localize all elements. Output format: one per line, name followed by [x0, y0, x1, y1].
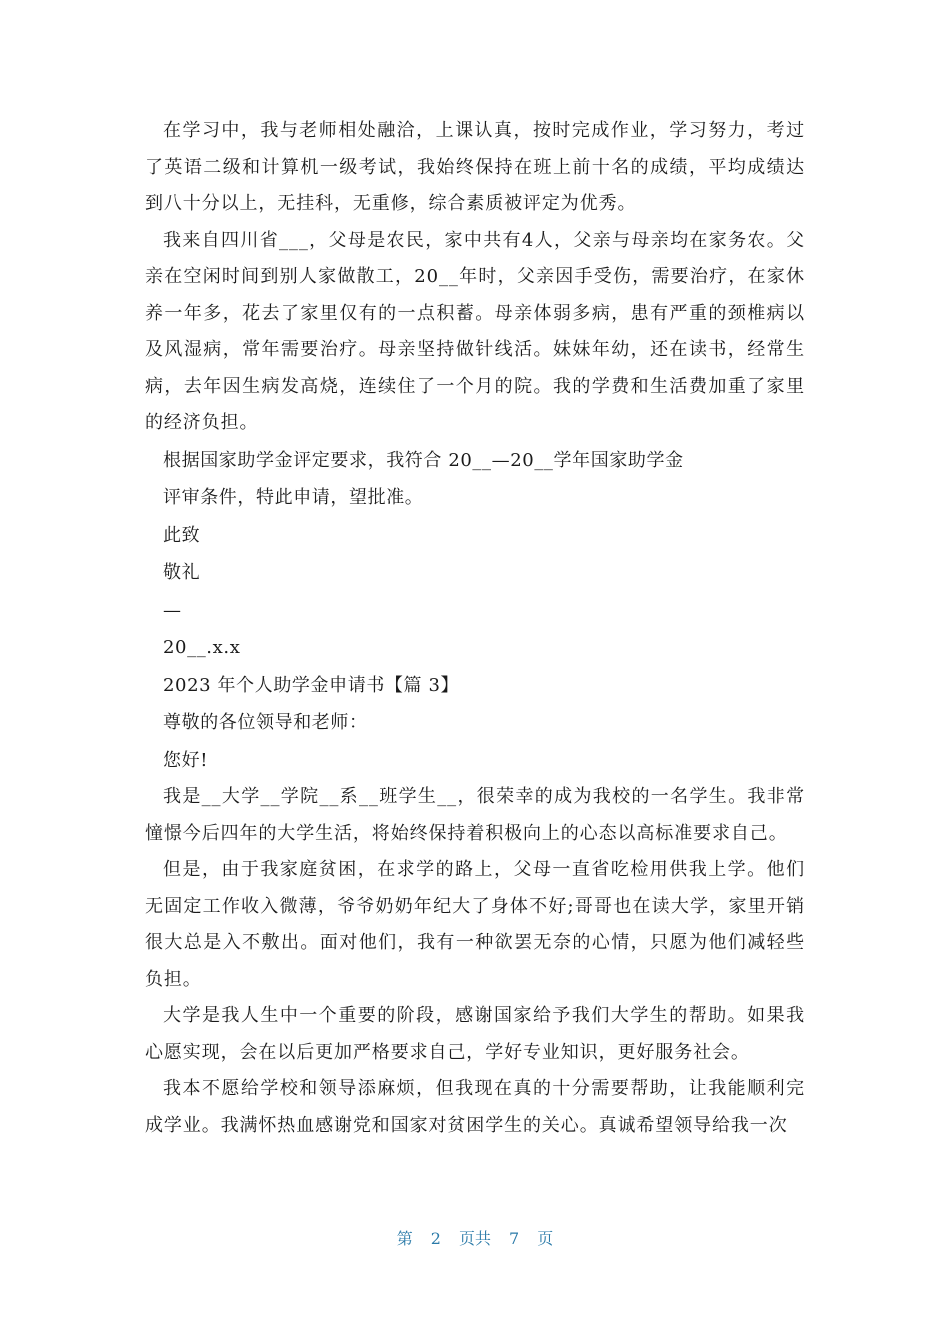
- line-hello: 您好!: [163, 749, 209, 771]
- line-greeting: 尊敬的各位领导和老师：: [163, 712, 368, 733]
- paragraph-hardship: 但是，由于我家庭贫困，在求学的路上，父母一直省吃检用供我上学。他们无固定工作收入微薄，爷爷奶奶年纪大了身体不好;哥哥也在读大学，家里开销很大总是入不敷出。面对他们，我有一种欲罢无奈的心情，只愿为他们减轻些负担。: [145, 859, 805, 990]
- footer-total-pages: 7: [509, 1229, 520, 1248]
- line-date: 20__.x.x: [163, 637, 241, 658]
- paragraph-gratitude: 大学是我人生中一个重要的阶段，感谢国家给予我们大学生的帮助。如果我心愿实现，会在以后更加严格要求自己，学好专业知识，更好服务社会。: [145, 1005, 805, 1063]
- footer-label-of: 页共: [458, 1229, 491, 1248]
- footer-label-end: 页: [537, 1229, 554, 1248]
- paragraph-request: 我本不愿给学校和领导添麻烦，但我现在真的十分需要帮助，让我能顺利完成学业。我满怀热血感谢党和国家对贫困学生的关心。真诚希望领导给我一次: [145, 1078, 805, 1136]
- line-request: 评审条件，特此申请，望批准。: [163, 487, 424, 508]
- page-footer: [0, 1226, 950, 1249]
- line-eligibility: 根据国家助学金评定要求，我符合 20__—20__学年国家助学金: [163, 449, 684, 471]
- line-regards: 敬礼: [163, 562, 201, 583]
- section-title: 2023 年个人助学金申请书【篇 3】: [163, 674, 460, 696]
- line-signature: —: [163, 599, 182, 621]
- document-body: [145, 113, 805, 1144]
- footer-label-page: 第: [396, 1229, 413, 1248]
- paragraph-study: 在学习中，我与老师相处融洽，上课认真，按时完成作业，学习努力，考过了英语二级和计算机一级考试，我始终保持在班上前十名的成绩，平均成绩达到八十分以上，无挂科，无重修，综合素质被评定为优秀。: [145, 120, 805, 214]
- paragraph-family: 我来自四川省___，父母是农民，家中共有4人，父亲与母亲均在家务农。父亲在空闲时间到别人家做散工，20__年时，父亲因手受伤，需要治疗，在家休养一年多，花去了家里仅有的一点积蓄。母亲体弱多病，患有严重的颈椎病以及风湿病，常年需要治疗。母亲坚持做针线活。妹妹年幼，还在读书，经常生病，去年因生病发高烧，连续住了一个月的院。我的学费和生活费加重了家里的经济负担。: [145, 229, 805, 433]
- paragraph-intro: 我是__大学__学院__系__班学生__，很荣幸的成为我校的一名学生。我非常憧憬今后四年的大学生活，将始终保持着积极向上的心态以高标准要求自己。: [145, 786, 805, 844]
- footer-current-page: 2: [430, 1229, 441, 1248]
- line-salutation: 此致: [163, 524, 201, 546]
